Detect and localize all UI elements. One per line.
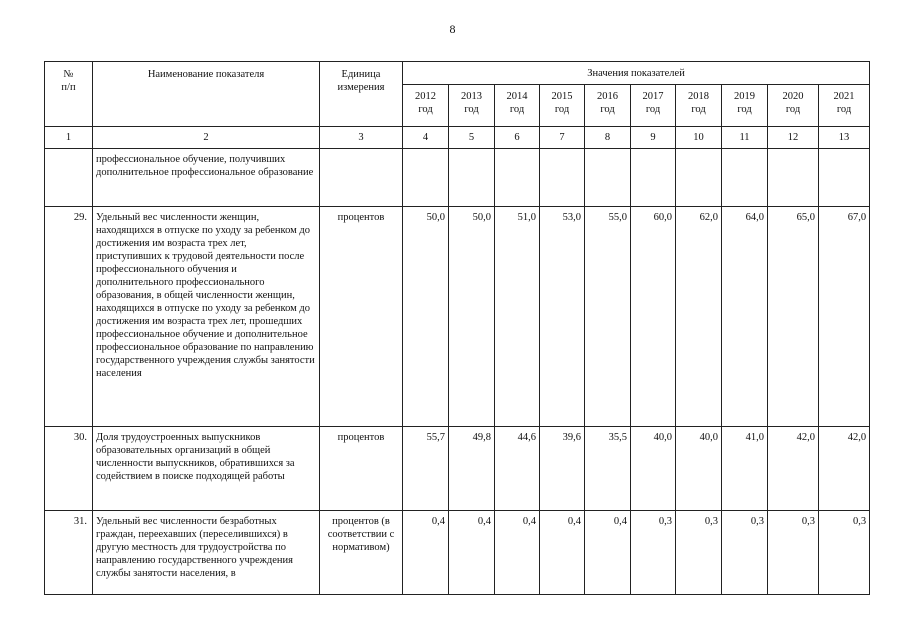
indicator-value: 42,0 (768, 427, 819, 511)
indicator-value (585, 149, 631, 207)
indicator-value: 62,0 (676, 207, 722, 427)
indicator-value: 0,4 (449, 511, 495, 595)
year-header (722, 85, 768, 127)
header-name (93, 62, 320, 127)
column-number: 8 (585, 127, 631, 149)
indicator-value: 55,7 (403, 427, 449, 511)
indicator-value: 35,5 (585, 427, 631, 511)
indicator-value: 0,4 (540, 511, 585, 595)
indicator-value (449, 149, 495, 207)
indicator-value: 0,3 (631, 511, 676, 595)
column-number: 3 (320, 127, 403, 149)
row-number: 29. (45, 207, 93, 427)
indicator-value: 40,0 (676, 427, 722, 511)
indicator-value: 50,0 (449, 207, 495, 427)
indicators-table (44, 61, 870, 595)
indicator-value: 39,6 (540, 427, 585, 511)
year-label: 2014 (506, 91, 528, 102)
indicator-value: 44,6 (495, 427, 540, 511)
header-no (45, 62, 93, 127)
header-unit (320, 62, 403, 127)
column-number: 7 (540, 127, 585, 149)
indicator-unit: процентов (320, 427, 403, 511)
indicator-value: 60,0 (631, 207, 676, 427)
indicator-value (722, 149, 768, 207)
indicator-value: 0,4 (585, 511, 631, 595)
indicator-value: 53,0 (540, 207, 585, 427)
table-row (45, 207, 870, 427)
column-number: 2 (93, 127, 320, 149)
year-unit-label: год (737, 104, 752, 115)
column-number: 1 (45, 127, 93, 149)
year-unit-label: год (418, 104, 433, 115)
year-header (631, 85, 676, 127)
year-unit-label: год (554, 104, 570, 115)
header-no-label: № п/п (61, 69, 76, 93)
table-row (45, 511, 870, 595)
indicator-name: профессиональное обучение, получивших дополнительное профессиональное образование (93, 149, 320, 207)
header-unit-label: Единица измерения (337, 69, 385, 93)
indicator-value: 51,0 (495, 207, 540, 427)
year-unit-label: год (691, 104, 706, 115)
indicator-value: 0,3 (768, 511, 819, 595)
year-label: 2015 (551, 91, 573, 102)
column-number: 13 (819, 127, 870, 149)
year-header (768, 85, 819, 127)
indicator-value (403, 149, 449, 207)
header-row-1 (45, 62, 870, 85)
column-number: 9 (631, 127, 676, 149)
year-unit-label: год (645, 104, 661, 115)
indicator-value: 42,0 (819, 427, 870, 511)
indicator-value (495, 149, 540, 207)
header-values (403, 62, 870, 85)
indicator-value: 65,0 (768, 207, 819, 427)
table-row (45, 149, 870, 207)
indicator-value: 0,3 (819, 511, 870, 595)
indicator-name: Удельный вес численности безработных граждан, переехавших (переселившихся) в другую местность для трудоустройства по направлению государственного учреждения службы занятости населения, в (93, 511, 320, 595)
year-unit-label: год (509, 104, 525, 115)
indicator-value: 0,3 (676, 511, 722, 595)
year-header (403, 85, 449, 127)
year-label: 2013 (461, 91, 482, 102)
indicator-unit: процентов (320, 207, 403, 427)
table-row (45, 427, 870, 511)
year-unit-label: год (785, 104, 801, 115)
indicator-value: 41,0 (722, 427, 768, 511)
row-number: 31. (45, 511, 93, 595)
year-header (540, 85, 585, 127)
indicator-value (676, 149, 722, 207)
indicator-value: 50,0 (403, 207, 449, 427)
year-label: 2012 (415, 91, 436, 102)
year-label: 2019 (734, 91, 755, 102)
indicator-value: 55,0 (585, 207, 631, 427)
year-label: 2020 (782, 91, 804, 102)
year-unit-label: год (600, 104, 615, 115)
column-number: 11 (722, 127, 768, 149)
column-number-row (45, 127, 870, 149)
column-number: 10 (676, 127, 722, 149)
indicator-value (768, 149, 819, 207)
indicator-name: Удельный вес численности женщин, находящихся в отпуске по уходу за ребенком до достижения им возраста трех лет, приступивших к трудовой деятельности после профессионального обучения и дополнительного профессионального образования, в общей численности женщин, находящихся в отпуске по уходу за ребенком до достижения им возраста трех лет, прошедших профессиональное обучение и дополнительное профессиональное образование по направлению государственного учреждения службы занятости населения (93, 207, 320, 427)
indicator-value: 0,4 (403, 511, 449, 595)
column-number: 4 (403, 127, 449, 149)
header-values-label: Значения показателей (587, 67, 685, 79)
year-header (495, 85, 540, 127)
year-unit-label: год (836, 104, 852, 115)
year-header (449, 85, 495, 127)
indicator-value (631, 149, 676, 207)
year-label: 2018 (688, 91, 709, 102)
row-number: 30. (45, 427, 93, 511)
column-number: 6 (495, 127, 540, 149)
indicator-unit (320, 149, 403, 207)
year-unit-label: год (464, 104, 479, 115)
year-header (819, 85, 870, 127)
year-header (585, 85, 631, 127)
indicator-value: 64,0 (722, 207, 768, 427)
year-label: 2017 (642, 91, 664, 102)
year-header (676, 85, 722, 127)
year-label: 2021 (833, 91, 855, 102)
indicator-name: Доля трудоустроенных выпускников образовательных организаций в общей численности выпускников, обратившихся за содействием в поиске подходящей работы (93, 427, 320, 511)
indicator-value: 40,0 (631, 427, 676, 511)
header-name-label: Наименование показателя (147, 69, 265, 80)
indicator-value: 49,8 (449, 427, 495, 511)
indicator-value (540, 149, 585, 207)
column-number: 12 (768, 127, 819, 149)
indicator-value: 0,3 (722, 511, 768, 595)
row-number (45, 149, 93, 207)
indicator-value: 67,0 (819, 207, 870, 427)
column-number: 5 (449, 127, 495, 149)
indicator-value (819, 149, 870, 207)
year-label: 2016 (597, 91, 618, 102)
indicator-unit: процентов (в соответствии с нормативом) (320, 511, 403, 595)
indicator-value: 0,4 (495, 511, 540, 595)
page-number: 8 (449, 22, 456, 36)
